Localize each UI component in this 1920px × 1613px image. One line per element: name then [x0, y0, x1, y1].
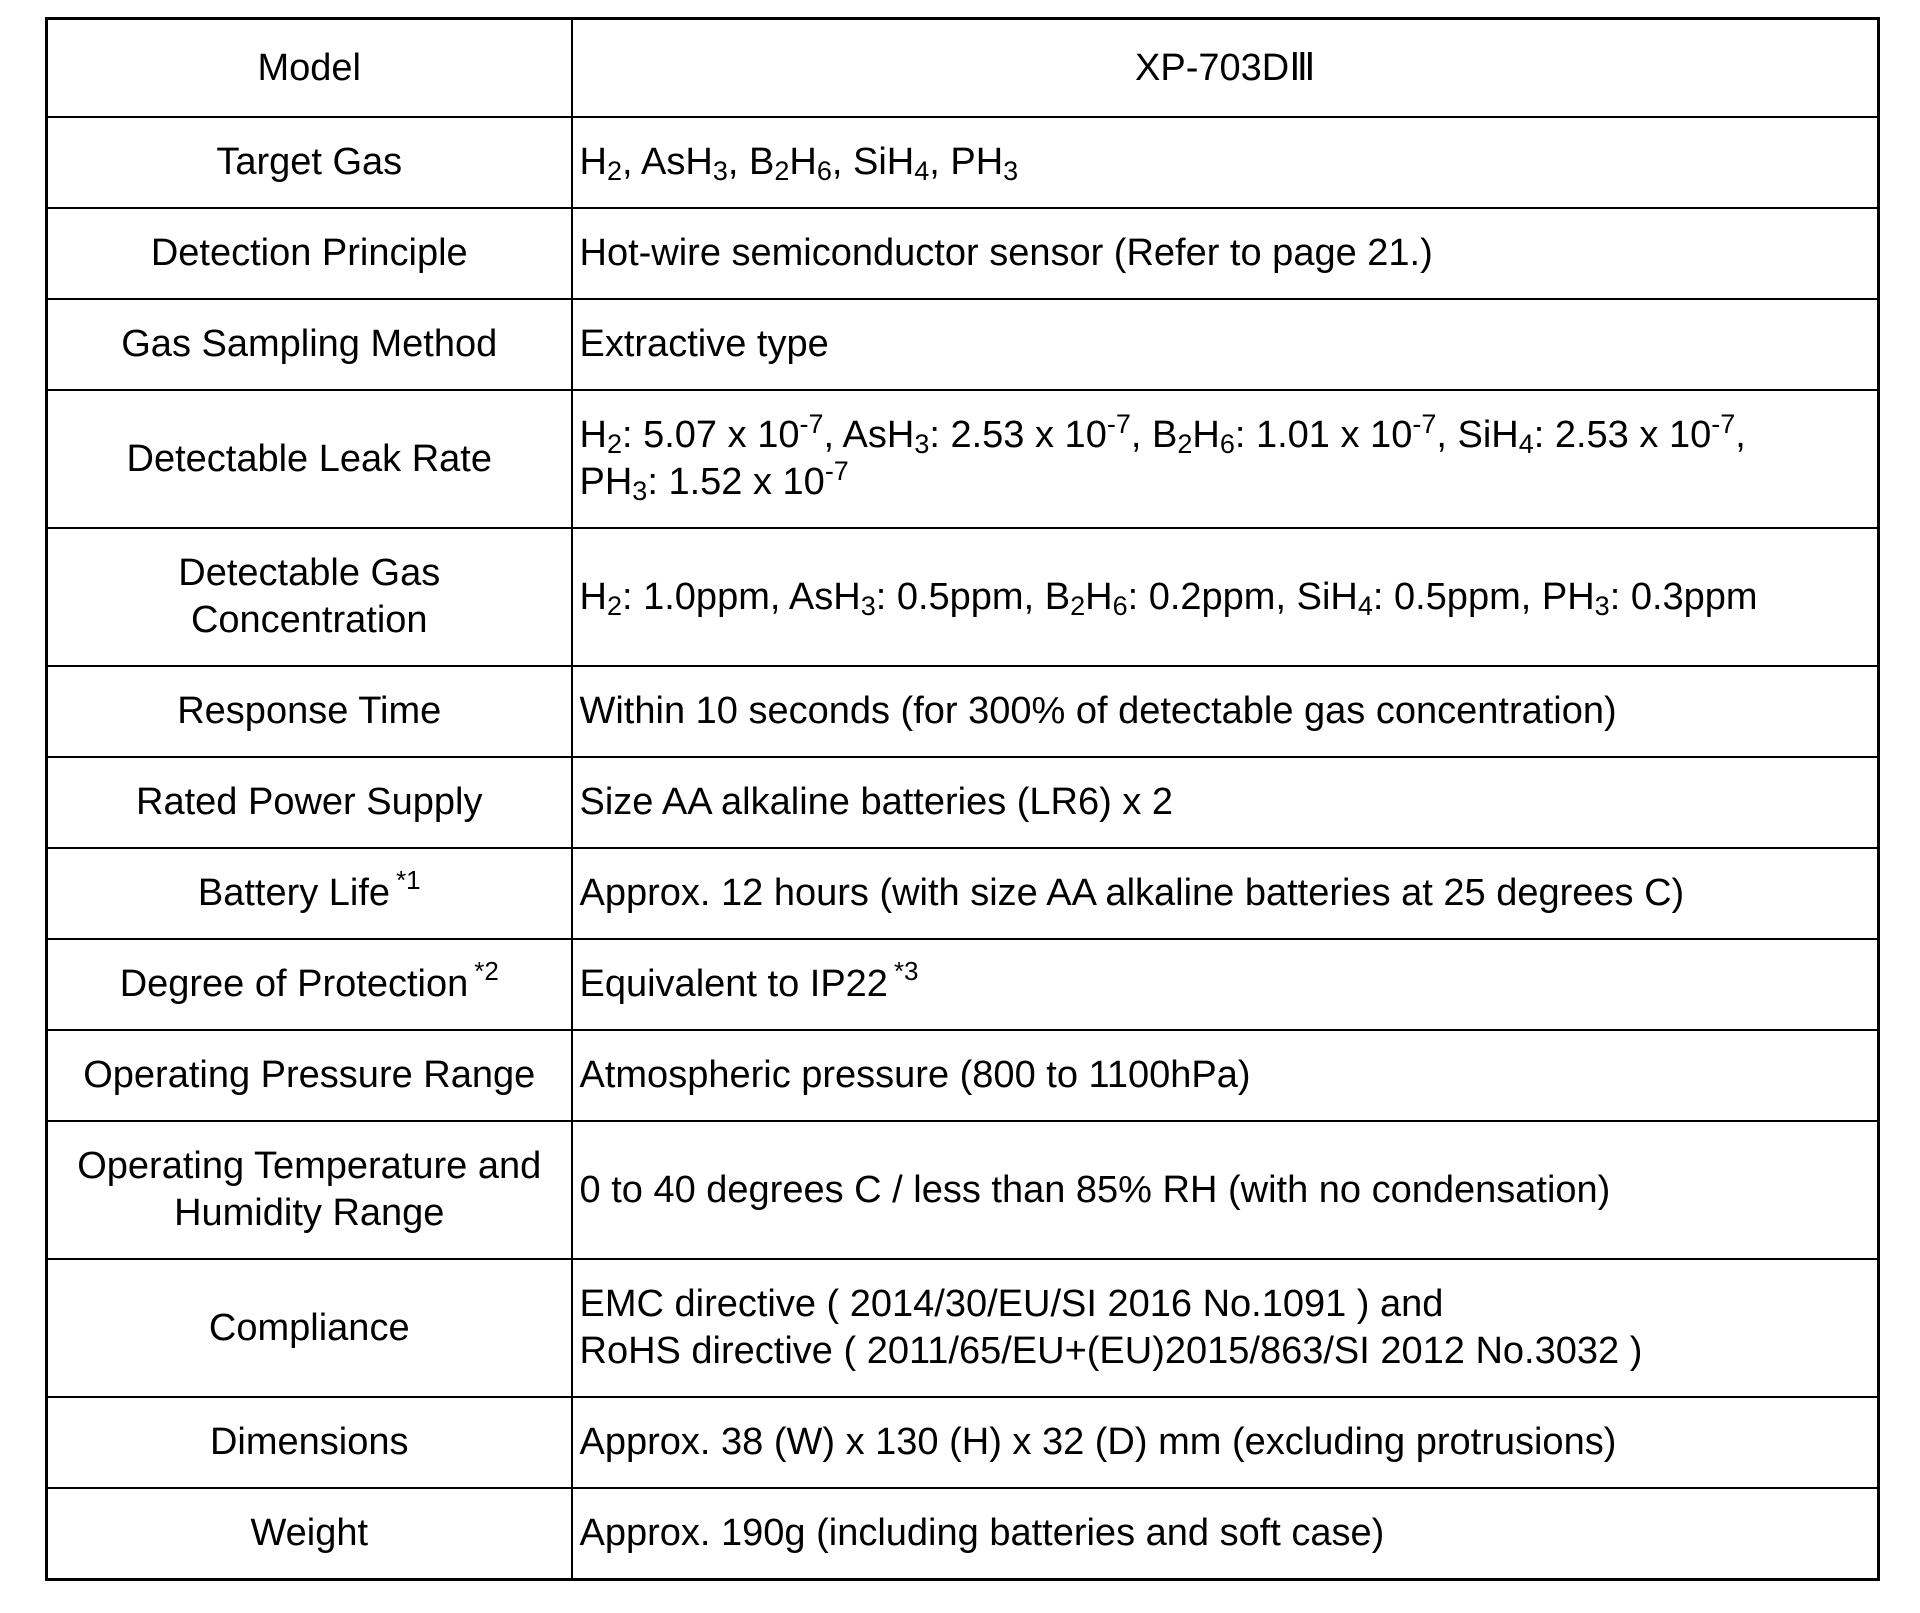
compliance-value: EMC directive ( 2014/30/EU/SI 2016 No.1091 ) and RoHS directive ( 2011/65/EU+(EU)2015/863/SI 2012 No.3032 ): [572, 1259, 1879, 1397]
operating-pressure-range-label: Operating Pressure Range: [47, 1030, 572, 1121]
detectable-leak-rate-value: $H_2$: 5.07 x $10^{-7}$, AsH$_3$: 2.53 x $10^{-7}$, $B_2H_6$: 1.01 x $10^{-7}$, SiH$_4$: 2.53 x $10^{-7}$, $PH_3$: 1.52 x $10^{-7}$: [572, 390, 1879, 528]
table-row-weight: [47, 1488, 1879, 1580]
detection-principle-value: Hot-wire semiconductor sensor (Refer to page 21.): [572, 208, 1879, 299]
operating-temperature-humidity-value: 0 to 40 degrees C / less than 85% RH (with no condensation): [572, 1121, 1879, 1259]
detection-principle-label: Detection Principle: [47, 208, 572, 299]
table-row-model: [47, 19, 1879, 118]
specifications-table: [45, 17, 1880, 1581]
compliance-label: Compliance: [47, 1259, 572, 1397]
table-row-operating-temperature-humidity: [47, 1121, 1879, 1259]
table-row-rated-power-supply: [47, 757, 1879, 848]
detectable-gas-concentration-value: $H_2$: 1.0ppm, AsH$_3$: 0.5ppm, $B_2H_6$: 0.2ppm, SiH$_4$: 0.5ppm, $PH_3$: 0.3ppm: [572, 528, 1879, 666]
operating-pressure-range-value: Atmospheric pressure (800 to 1100hPa): [572, 1030, 1879, 1121]
table-row-degree-of-protection: [47, 939, 1879, 1030]
battery-life-footnote-marker: *1: [396, 865, 421, 895]
table-row-gas-sampling-method: [47, 299, 1879, 390]
table-row-operating-pressure-range: [47, 1030, 1879, 1121]
target-gas-value: $H_2$, AsH$_3$, $B_2H_6$, SiH$_4$, $PH_3$: [572, 117, 1879, 208]
battery-life-label: Battery Life $^{*1}$: [47, 848, 572, 939]
gas-sampling-method-value: Extractive type: [572, 299, 1879, 390]
ip-rating-footnote-marker: *3: [893, 956, 919, 986]
degree-of-protection-footnote-marker: *2: [474, 956, 499, 986]
model-label: Model: [47, 19, 572, 118]
target-gas-label: Target Gas: [47, 117, 572, 208]
table-row-detectable-gas-concentration: [47, 528, 1879, 666]
model-value: XP-703DⅢ: [572, 19, 1879, 118]
dimensions-value: Approx. 38 (W) x 130 (H) x 32 (D) mm (excluding protrusions): [572, 1397, 1879, 1488]
degree-of-protection-label: Degree of Protection $^{*2}$: [47, 939, 572, 1030]
operating-temperature-humidity-label: Operating Temperature and Humidity Range: [47, 1121, 572, 1259]
gas-sampling-method-label: Gas Sampling Method: [47, 299, 572, 390]
dimensions-label: Dimensions: [47, 1397, 572, 1488]
weight-value: Approx. 190g (including batteries and soft case): [572, 1488, 1879, 1580]
rated-power-supply-label: Rated Power Supply: [47, 757, 572, 848]
table-row-compliance: [47, 1259, 1879, 1397]
table-row-response-time: [47, 666, 1879, 757]
table-row-detection-principle: [47, 208, 1879, 299]
detectable-leak-rate-label: Detectable Leak Rate: [47, 390, 572, 528]
table-row-detectable-leak-rate: [47, 390, 1879, 528]
table-row-battery-life: [47, 848, 1879, 939]
response-time-value: Within 10 seconds (for 300% of detectable gas concentration): [572, 666, 1879, 757]
battery-life-value: Approx. 12 hours (with size AA alkaline batteries at 25 degrees C): [572, 848, 1879, 939]
response-time-label: Response Time: [47, 666, 572, 757]
degree-of-protection-value: Equivalent to IP22 $^{*3}$: [572, 939, 1879, 1030]
table-row-target-gas: [47, 117, 1879, 208]
rated-power-supply-value: Size AA alkaline batteries (LR6) x 2: [572, 757, 1879, 848]
weight-label: Weight: [47, 1488, 572, 1580]
table-row-dimensions: [47, 1397, 1879, 1488]
detectable-gas-concentration-label: Detectable Gas Concentration: [47, 528, 572, 666]
